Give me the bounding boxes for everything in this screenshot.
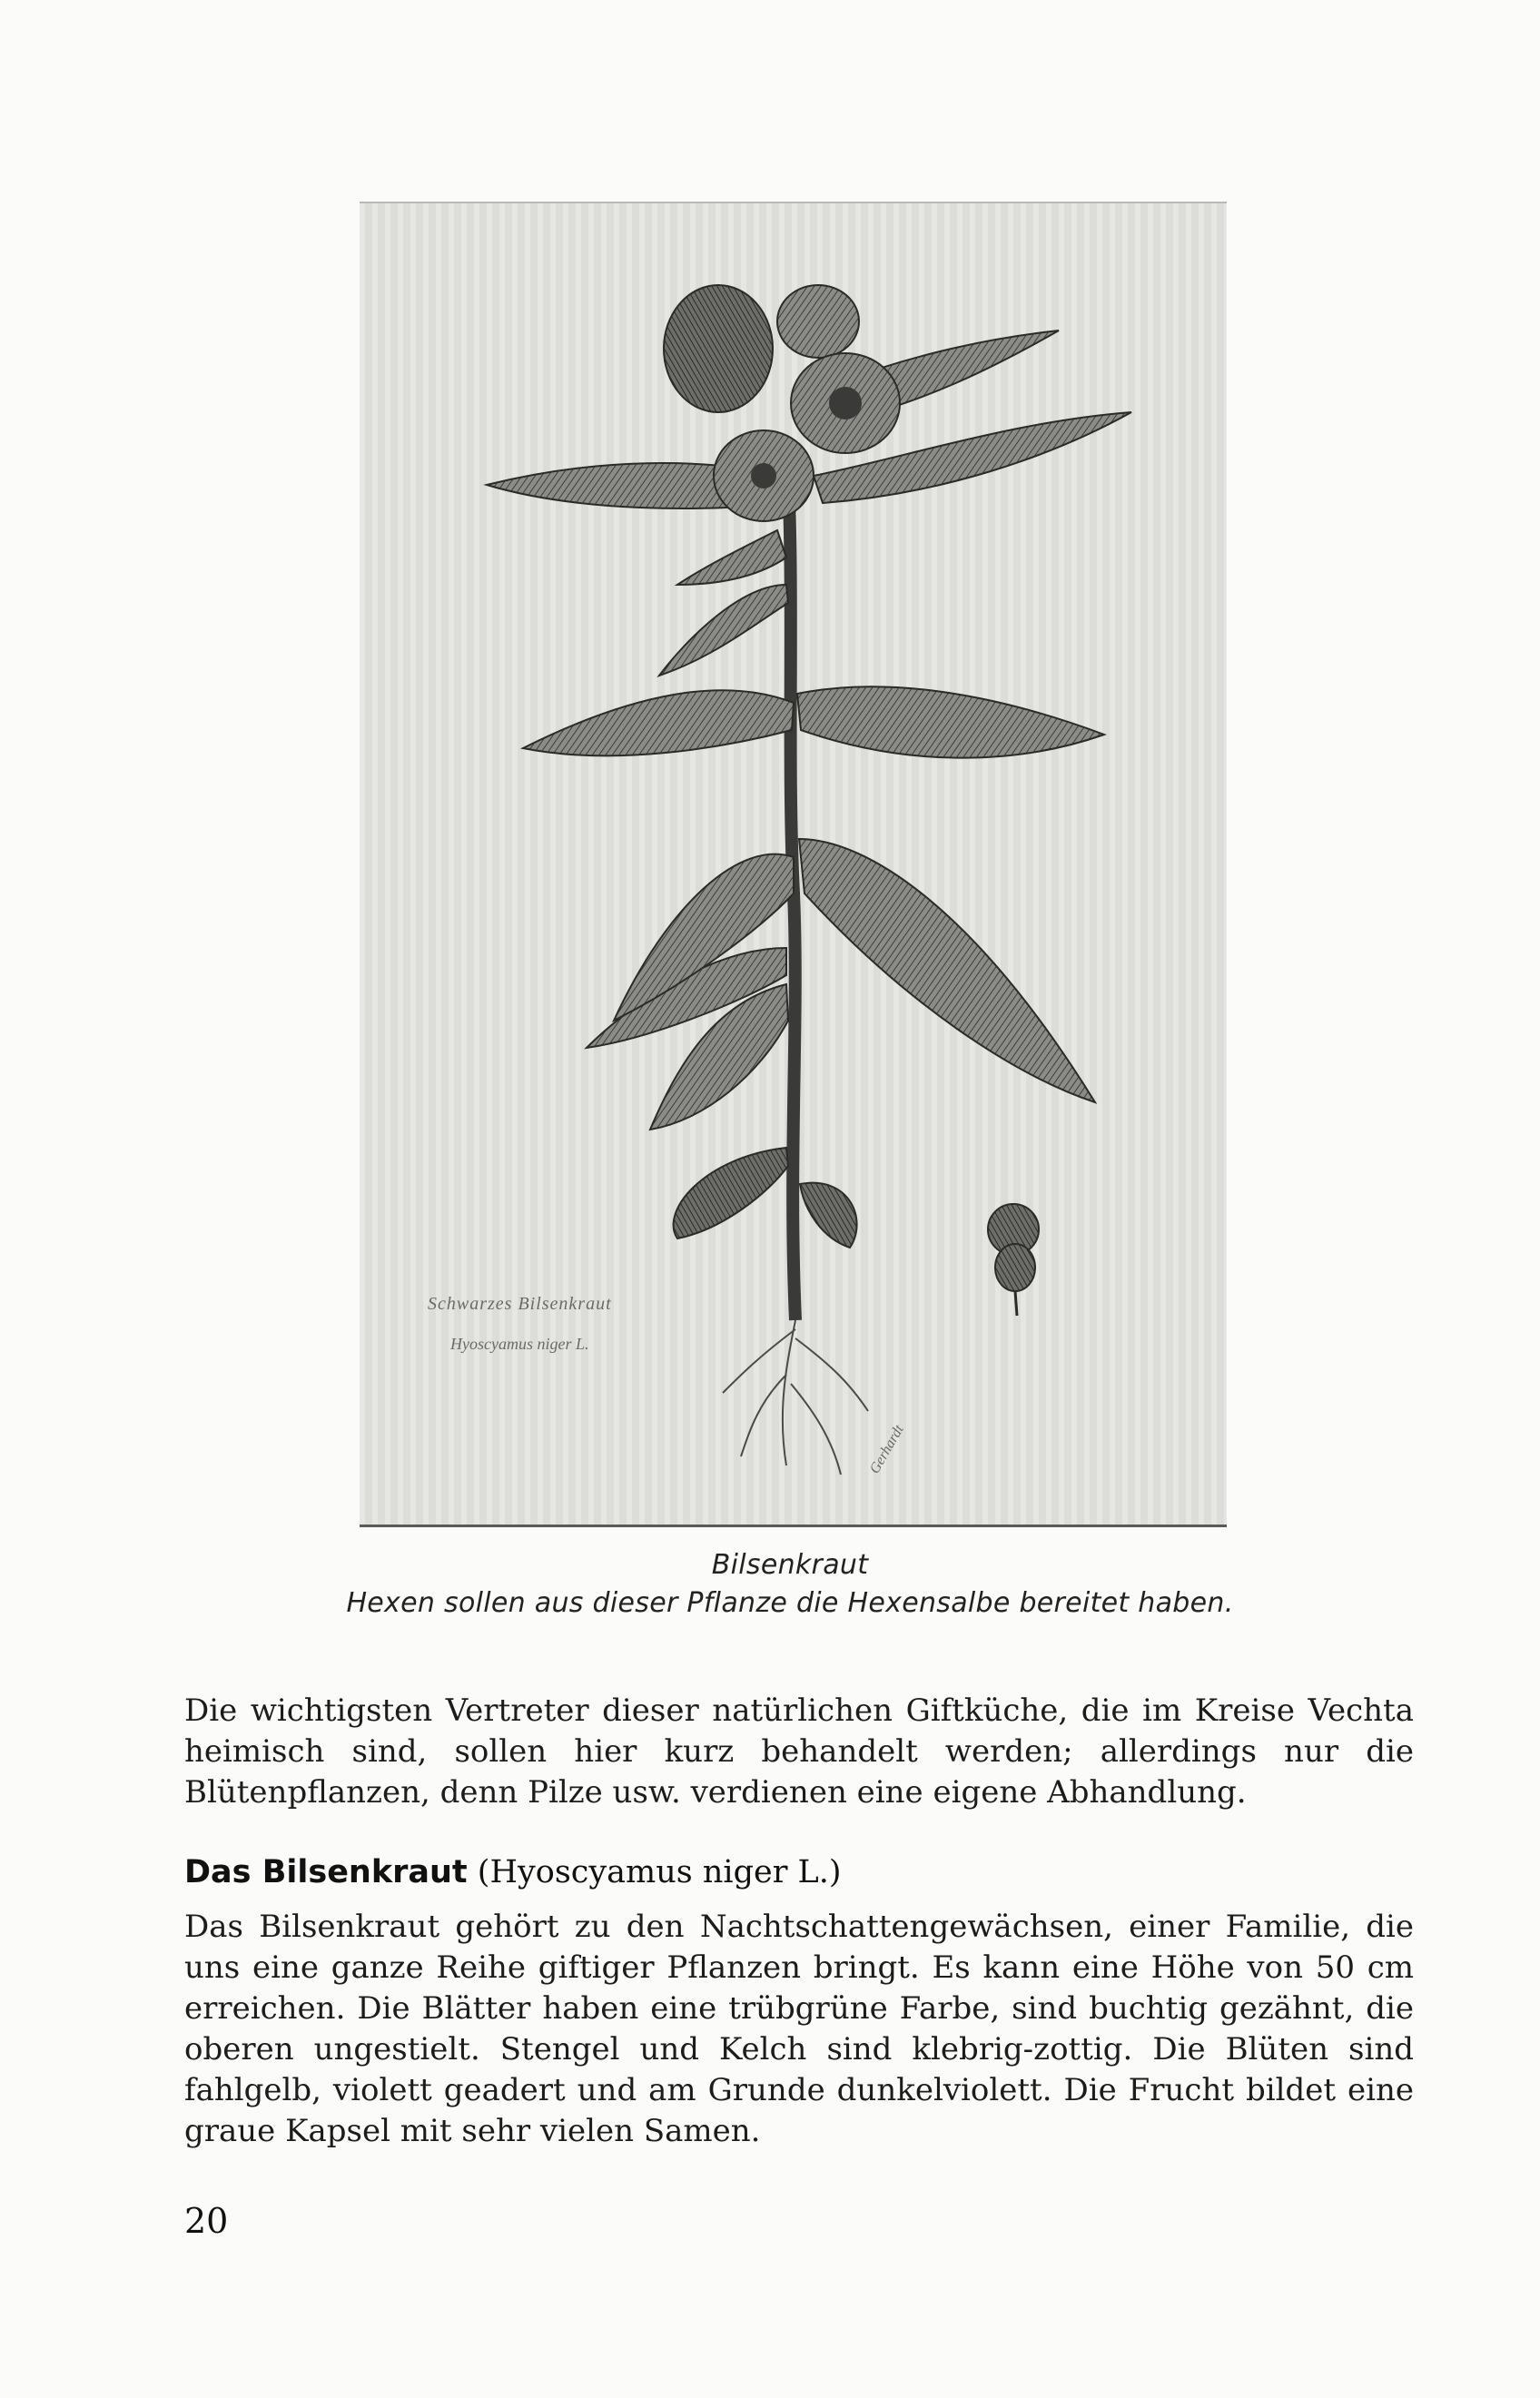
section-heading: [184, 1852, 842, 1893]
figure-caption-title: Bilsenkraut: [711, 1549, 869, 1581]
henbane-drawing: [360, 203, 1227, 1525]
section-heading-latin: (Hyoscyamus niger L.): [477, 1854, 842, 1890]
intro-paragraph: Die wichtigsten Vertreter dieser natürlichen Giftküche, die im Kreise Vechta heimisch sind, sollen hier kurz behandelt werden; allerdings nur die Blütenpflanzen, denn Pilze usw. verdienen eine eigene Abhandlung.: [184, 1692, 1414, 1811]
artist-signature: Gerhardt: [866, 1422, 907, 1476]
figure-caption-subtitle: Hexen sollen aus dieser Pflanze die Hexensalbe bereitet haben.: [346, 1587, 1234, 1619]
plate-latin: Hyoscyamus niger L.: [450, 1335, 589, 1353]
page-number: 20: [184, 2201, 229, 2241]
section-heading-title: Das Bilsenkraut: [184, 1854, 468, 1890]
plate-label: Schwarzes Bilsenkraut: [428, 1294, 612, 1314]
botanical-illustration: [360, 202, 1227, 1527]
section-paragraph: Das Bilsenkraut gehört zu den Nachtschattengewächsen, einer Familie, die uns eine ganze Reihe giftiger Pflanzen bringt. Es kann eine Höhe von 50 cm erreichen. Die Blätter haben eine trübgrüne Farbe, sind buchtig gezähnt, die oberen ungestielt. Stengel und Kelch sind klebrig-zottig. Die Blüten sind fahlgelb, violett geadert und am Grunde dunkelviolett. Die Frucht bildet eine graue Kapsel mit sehr vielen Samen.: [184, 1909, 1414, 2149]
